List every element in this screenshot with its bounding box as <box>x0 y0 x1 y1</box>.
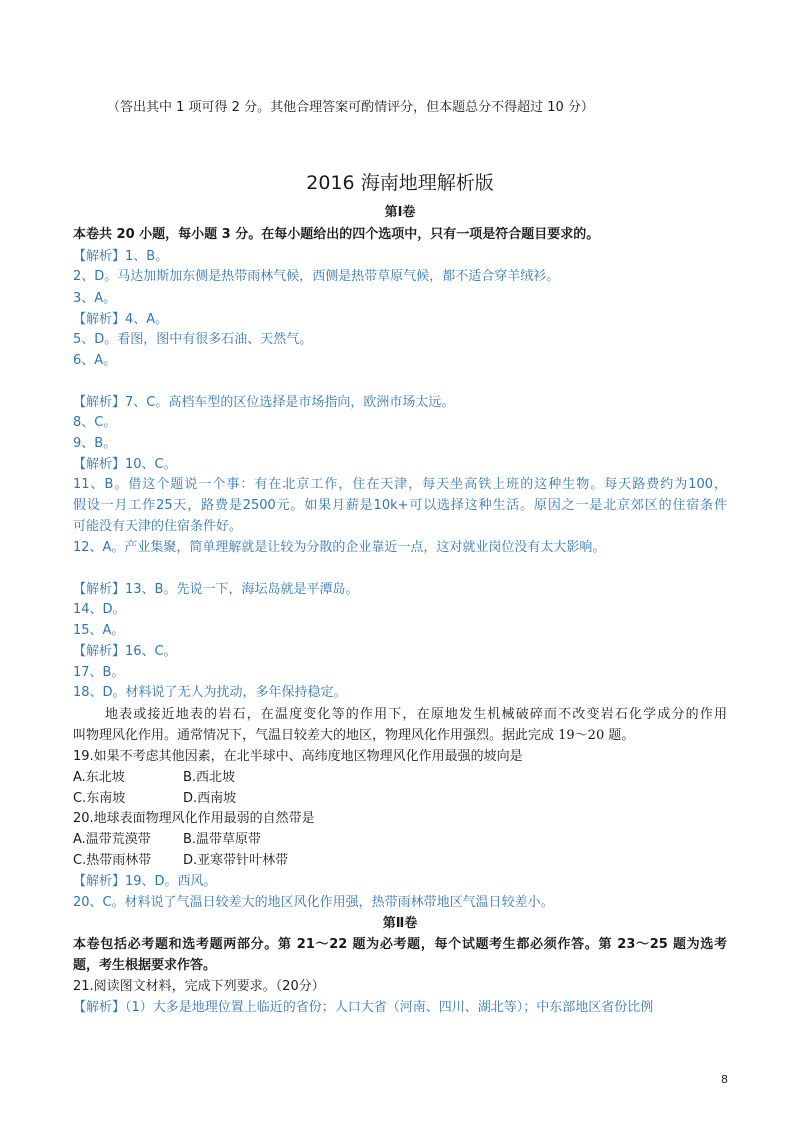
answer-line: 9、B。 <box>73 436 117 451</box>
answer-line: 【解析】13、B。先说一下，海坛岛就是平潭岛。 <box>73 582 359 597</box>
answer-line: 18、D。材料说了无人为扰动，多年保持稳定。 <box>73 685 347 700</box>
part2-instructions-line: 题，考生根据要求作答。 <box>73 958 217 973</box>
answer-line: 假设一月工作25天，路费是2500元。如果月薪是10k+可以选择这种生活。原因之一是北京郊区的住宿条件 <box>73 498 727 513</box>
question-19-option-a: A.东北坡 <box>73 770 125 785</box>
material-paragraph-line: 叫物理风化作用。通常情况下，气温日较差大的地区，物理风化作用强烈。据此完成 19～20 题。 <box>73 728 635 743</box>
question-20-option-d: D.亚寒带针叶林带 <box>183 853 289 868</box>
answer-line: 【解析】4、A。 <box>73 312 169 327</box>
question-20-option-a: A.温带荒漠带 <box>73 832 151 847</box>
question-19-options-row <box>73 769 727 787</box>
header-note: （答出其中 1 项可得 2 分。其他合理答案可酌情评分，但本题总分不得超过 10 分） <box>107 100 594 115</box>
answer-line: 3、A。 <box>73 291 117 306</box>
question-19-stem: 19.如果不考虑其他因素，在北半球中、高纬度地区物理风化作用最强的坡向是 <box>73 749 523 764</box>
answer-line: 【解析】19、D。西风。 <box>73 874 217 889</box>
answer-line: 6、A。 <box>73 353 117 368</box>
answer-line: 8、C。 <box>73 415 117 430</box>
question-19-option-b: B.西北坡 <box>183 770 236 785</box>
answer-line: 5、D。看图，图中有很多石油、天然气。 <box>73 332 313 347</box>
question-20-option-b: B.温带草原带 <box>183 832 262 847</box>
answer-21-line: 【解析】（1）大多是地理位置上临近的省份；人口大省（河南、四川、湖北等）；中东部地区省份比例 <box>73 1000 654 1015</box>
question-20-options-row <box>73 831 727 849</box>
answer-line: 12、A。产业集聚，简单理解就是让较为分散的企业靠近一点，这对就业岗位没有太大影响。 <box>73 540 606 555</box>
part2-instructions-line: 本卷包括必考题和选考题两部分。第 21～22 题为必考题，每个试题考生都必须作答。第 23～25 题为选考 <box>73 937 727 952</box>
answer-line: 【解析】16、C。 <box>73 644 177 659</box>
answer-line: 15、A。 <box>73 623 125 638</box>
answer-line: 17、B。 <box>73 665 125 680</box>
page-number: 8 <box>721 1073 728 1086</box>
part1-instructions: 本卷共 20 小题，每小题 3 分。在每小题给出的四个选项中，只有一项是符合题目要求的。 <box>73 227 600 242</box>
answer-line: 【解析】10、C。 <box>73 457 177 472</box>
answer-line: 2、D。马达加斯加东侧是热带雨林气候，西侧是热带草原气候，都不适合穿羊绒衫。 <box>73 269 560 284</box>
question-19-options-row <box>73 790 727 808</box>
document-title: 2016 海南地理解析版 <box>306 172 494 194</box>
question-20-option-c: C.热带雨林带 <box>73 853 152 868</box>
question-19-option-c: C.东南坡 <box>73 791 126 806</box>
answer-line: 可能没有天津的住宿条件好。 <box>73 519 243 534</box>
answer-line: 14、D。 <box>73 602 126 617</box>
answer-line: 20、C。材料说了气温日较差大的地区风化作用强，热带雨林带地区气温日较差小。 <box>73 895 554 910</box>
question-21-stem: 21.阅读图文材料，完成下列要求。（20分） <box>73 979 325 994</box>
question-19-option-d: D.西南坡 <box>183 791 237 806</box>
question-20-options-row <box>73 852 727 870</box>
question-20-stem: 20.地球表面物理风化作用最弱的自然带是 <box>73 811 315 826</box>
part2-heading: 第Ⅱ卷 <box>382 916 418 931</box>
answer-line: 【解析】1、B。 <box>73 249 169 264</box>
material-paragraph-line: 地表或接近地表的岩石，在温度变化等的作用下，在原地发生机械破碎而不改变岩石化学成分的作用 <box>105 707 727 722</box>
answer-line: 11、B。借这个题说一个事：有在北京工作，住在天津，每天坐高铁上班的这种生物。每天路费约为100， <box>73 477 727 492</box>
part1-heading: 第Ⅰ卷 <box>384 205 416 220</box>
answer-line: 【解析】7、C。高档车型的区位选择是市场指向，欧洲市场太远。 <box>73 395 455 410</box>
